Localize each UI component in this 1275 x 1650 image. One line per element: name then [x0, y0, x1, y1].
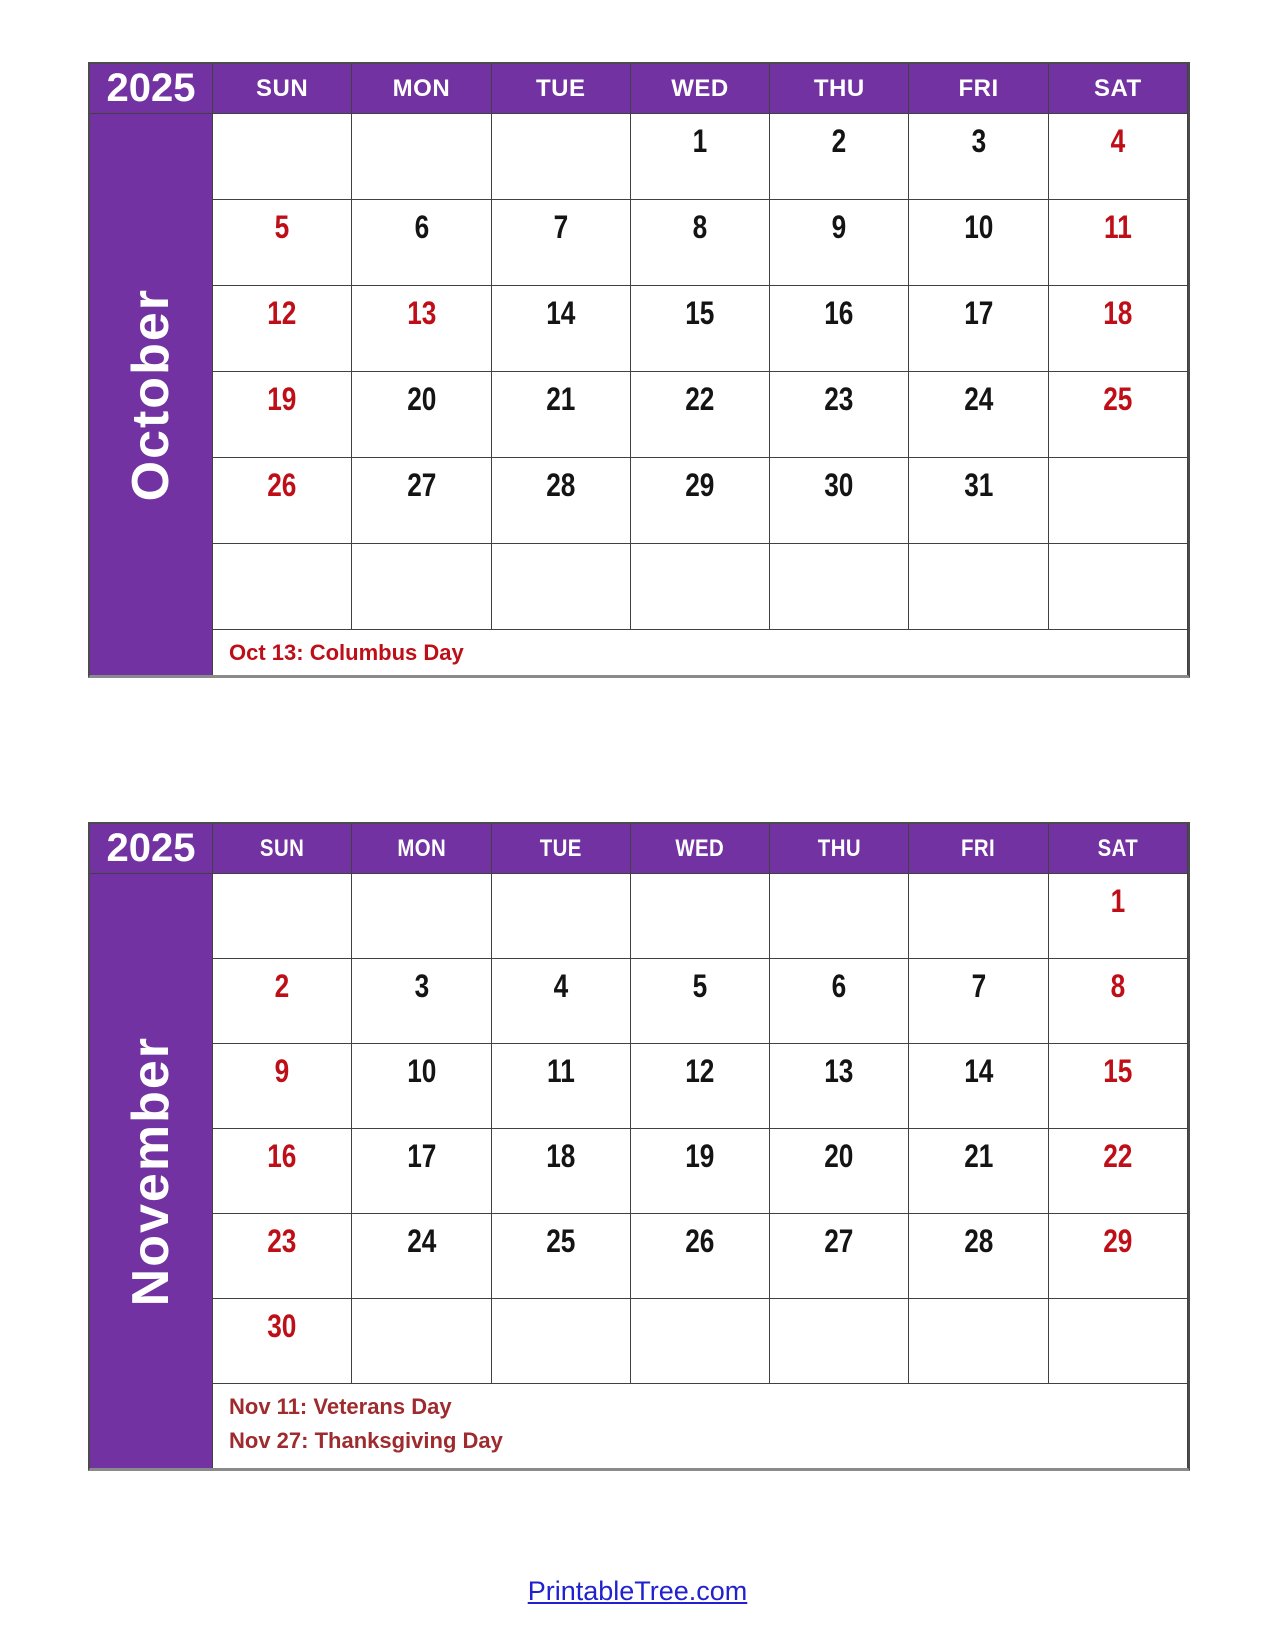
date-number: 18 [1103, 295, 1133, 331]
date-cell [1049, 286, 1188, 372]
date-number: 30 [267, 1308, 297, 1344]
date-cell [492, 372, 631, 458]
date-cell [909, 1214, 1048, 1299]
date-cell [213, 874, 352, 959]
date-cell [352, 959, 491, 1044]
date-cell [213, 458, 352, 544]
date-cell [213, 286, 352, 372]
date-cell [909, 458, 1048, 544]
date-number: 16 [824, 295, 854, 331]
date-cell [1049, 959, 1188, 1044]
date-cell [631, 874, 770, 959]
holiday-notes [213, 630, 1188, 675]
date-cell [909, 1044, 1048, 1129]
dow-label: TUE [535, 74, 586, 102]
date-number: 7 [553, 209, 568, 245]
date-number: 23 [267, 1223, 297, 1259]
date-number: 17 [963, 295, 994, 331]
date-cell [631, 1044, 770, 1129]
dow-label: THU [813, 74, 865, 102]
date-cell [631, 372, 770, 458]
dow-mon [352, 824, 491, 874]
date-cell [631, 1299, 770, 1384]
date-number: 15 [1103, 1053, 1133, 1089]
date-cell [1049, 372, 1188, 458]
date-cell [492, 874, 631, 959]
date-number: 23 [824, 381, 854, 417]
date-cell [213, 114, 352, 200]
date-number: 26 [685, 1223, 715, 1259]
dow-label: FRI [958, 74, 999, 102]
date-cell [631, 200, 770, 286]
date-cell [909, 286, 1048, 372]
date-number: 3 [971, 123, 986, 159]
date-number: 8 [692, 209, 708, 245]
date-number: 4 [1110, 123, 1126, 159]
date-number: 14 [546, 295, 576, 331]
date-cell [909, 874, 1048, 959]
dow-wed [631, 824, 770, 874]
date-cell [213, 1214, 352, 1299]
date-number: 27 [824, 1223, 854, 1259]
date-cell [213, 1129, 352, 1214]
date-cell [352, 286, 491, 372]
date-number: 25 [546, 1223, 576, 1259]
date-cell [631, 286, 770, 372]
dow-sun [213, 824, 352, 874]
date-cell [770, 1044, 909, 1129]
date-number: 22 [685, 381, 715, 417]
date-number: 28 [546, 467, 576, 503]
date-cell [352, 458, 491, 544]
dow-mon [352, 64, 491, 114]
date-number: 11 [546, 1053, 575, 1089]
date-number: 1 [692, 123, 708, 159]
date-number: 30 [824, 467, 854, 503]
holiday-note: Oct 13: Columbus Day [229, 640, 464, 665]
date-cell [492, 200, 631, 286]
date-cell [631, 544, 770, 630]
date-number: 21 [546, 381, 576, 417]
date-cell [1049, 458, 1188, 544]
footer [0, 1576, 1275, 1607]
date-number: 22 [1103, 1138, 1133, 1174]
date-number: 21 [963, 1138, 994, 1174]
date-cell [631, 1129, 770, 1214]
dow-sun [213, 64, 352, 114]
november-calendar [88, 822, 1190, 1471]
date-cell [770, 286, 909, 372]
date-number: 19 [685, 1138, 715, 1174]
date-cell [770, 1214, 909, 1299]
date-cell [631, 959, 770, 1044]
date-number: 10 [963, 209, 994, 245]
date-cell [352, 114, 491, 200]
date-number: 28 [963, 1223, 994, 1259]
year-label: 2025 [90, 824, 213, 874]
holiday-note: Nov 11: Veterans Day [229, 1394, 452, 1419]
date-number: 2 [274, 968, 290, 1004]
date-cell [909, 200, 1048, 286]
date-cell [352, 874, 491, 959]
date-cell [909, 544, 1048, 630]
date-cell [631, 1214, 770, 1299]
holiday-note: Nov 27: Thanksgiving Day [229, 1428, 503, 1454]
date-cell [352, 1129, 491, 1214]
date-number: 29 [1103, 1223, 1133, 1259]
dow-label: SAT [1097, 834, 1139, 862]
date-number: 26 [267, 467, 297, 503]
date-cell [1049, 114, 1188, 200]
month-sidebar [90, 114, 213, 675]
date-number: 19 [267, 381, 297, 417]
date-cell [631, 114, 770, 200]
date-number: 29 [685, 467, 715, 503]
date-cell [213, 372, 352, 458]
october-calendar [88, 62, 1190, 678]
date-cell [1049, 874, 1188, 959]
date-number: 12 [267, 295, 297, 331]
date-cell [213, 1299, 352, 1384]
date-number: 3 [414, 968, 429, 1004]
dow-thu [770, 824, 909, 874]
date-cell [492, 1044, 631, 1129]
dow-label: THU [817, 834, 861, 862]
date-cell [352, 200, 491, 286]
date-number: 31 [963, 467, 994, 503]
date-cell [909, 1129, 1048, 1214]
dow-thu [770, 64, 909, 114]
date-cell [213, 544, 352, 630]
date-number: 27 [406, 467, 437, 503]
date-cell [492, 1129, 631, 1214]
date-cell [492, 1214, 631, 1299]
date-cell [770, 874, 909, 959]
dow-sat [1049, 64, 1188, 114]
date-cell [352, 372, 491, 458]
date-number: 6 [414, 209, 429, 245]
date-cell [352, 544, 491, 630]
date-number: 20 [824, 1138, 854, 1174]
dow-fri [909, 64, 1048, 114]
date-number: 25 [1103, 381, 1133, 417]
dow-sat [1049, 824, 1188, 874]
date-cell [492, 1299, 631, 1384]
dow-label: MON [396, 834, 446, 862]
date-number: 10 [406, 1053, 437, 1089]
date-cell [770, 114, 909, 200]
dow-label: SAT [1093, 74, 1142, 102]
year-label: 2025 [90, 64, 213, 114]
date-cell [909, 372, 1048, 458]
month-label: November [122, 1035, 180, 1307]
dow-wed [631, 64, 770, 114]
date-number: 5 [692, 968, 708, 1004]
date-cell [213, 200, 352, 286]
dow-label: MON [392, 74, 451, 102]
dow-label: WED [671, 74, 729, 102]
date-cell [352, 1214, 491, 1299]
date-cell [631, 458, 770, 544]
date-cell [352, 1044, 491, 1129]
date-cell [1049, 1214, 1188, 1299]
date-number: 5 [274, 209, 290, 245]
holiday-notes [213, 1384, 1188, 1468]
dow-label: SUN [259, 834, 305, 862]
date-cell [909, 114, 1048, 200]
dow-label: FRI [961, 834, 996, 862]
date-cell [352, 1299, 491, 1384]
dow-tue [492, 824, 631, 874]
date-cell [770, 1129, 909, 1214]
date-cell [770, 200, 909, 286]
date-number: 9 [831, 209, 847, 245]
date-number: 15 [685, 295, 715, 331]
date-number: 14 [963, 1053, 994, 1089]
date-cell [1049, 1044, 1188, 1129]
date-number: 17 [406, 1138, 437, 1174]
date-number: 9 [274, 1053, 290, 1089]
date-cell [770, 458, 909, 544]
date-cell [909, 1299, 1048, 1384]
date-cell [492, 544, 631, 630]
date-number: 1 [1110, 883, 1126, 919]
date-number: 2 [831, 123, 847, 159]
month-sidebar [90, 874, 213, 1468]
date-number: 13 [406, 295, 437, 331]
date-cell [770, 1299, 909, 1384]
dow-label: TUE [539, 834, 582, 862]
date-number: 7 [971, 968, 986, 1004]
date-number: 4 [553, 968, 568, 1004]
dow-label: WED [675, 834, 725, 862]
date-cell [492, 114, 631, 200]
date-cell [770, 959, 909, 1044]
date-cell [1049, 544, 1188, 630]
date-number: 11 [1103, 209, 1132, 245]
date-number: 13 [824, 1053, 854, 1089]
date-cell [213, 959, 352, 1044]
date-number: 18 [546, 1138, 576, 1174]
printabletree-link[interactable]: PrintableTree.com [527, 1576, 748, 1606]
date-number: 8 [1110, 968, 1126, 1004]
date-cell [492, 458, 631, 544]
date-cell [1049, 200, 1188, 286]
date-number: 12 [685, 1053, 715, 1089]
date-number: 6 [831, 968, 847, 1004]
dow-tue [492, 64, 631, 114]
dow-label: SUN [256, 74, 309, 102]
date-cell [492, 286, 631, 372]
date-cell [492, 959, 631, 1044]
dow-fri [909, 824, 1048, 874]
date-cell [909, 959, 1048, 1044]
date-number: 24 [406, 1223, 437, 1259]
date-cell [213, 1044, 352, 1129]
date-cell [1049, 1129, 1188, 1214]
date-number: 24 [963, 381, 994, 417]
date-cell [770, 372, 909, 458]
date-cell [1049, 1299, 1188, 1384]
date-cell [770, 544, 909, 630]
month-label: October [122, 287, 180, 502]
date-number: 16 [267, 1138, 297, 1174]
date-number: 20 [406, 381, 437, 417]
